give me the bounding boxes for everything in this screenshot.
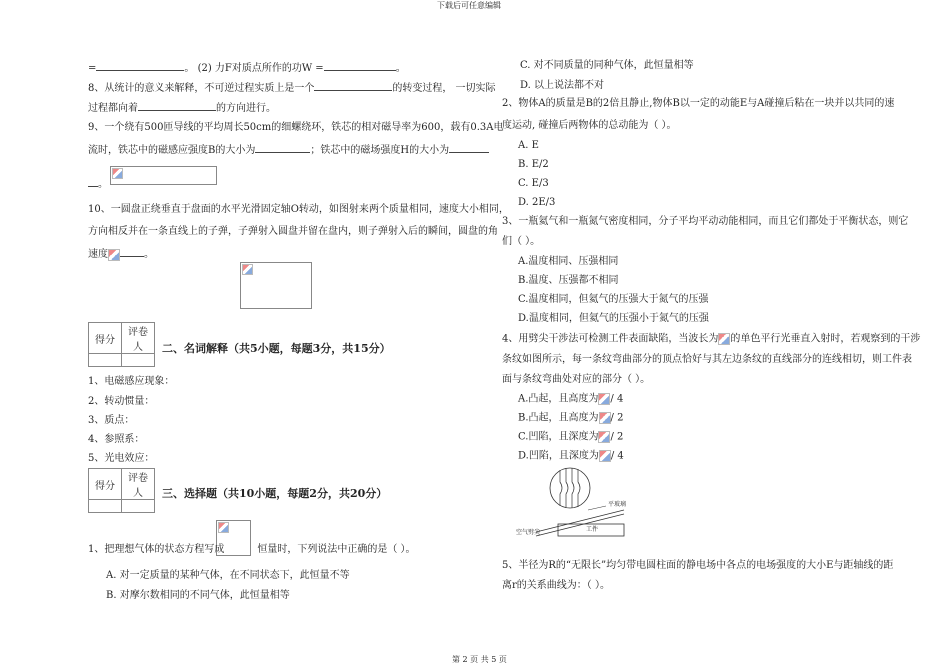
option[interactable] xyxy=(518,431,623,444)
q4-text: 4、用劈尖干涉法可检测工件表面缺陷，当波长为 xyxy=(502,333,719,345)
air-wedge-figure xyxy=(516,466,628,540)
term-item: 2、转动惯量： xyxy=(88,396,155,407)
answer-blank[interactable] xyxy=(314,80,392,91)
q4-line1 xyxy=(502,333,920,346)
q1-text: 恒量时，下列说法中正确的是（ ）。 xyxy=(257,544,416,555)
q7-mid: 。 (2) 力F对质点所作的功W = xyxy=(184,63,324,74)
grader-label: 评卷人 xyxy=(122,323,155,354)
q7-suffix: 。 xyxy=(395,63,406,74)
q10-text: 。 xyxy=(144,249,154,260)
answer-blank[interactable] xyxy=(120,246,144,257)
option-text: B.凸起，且高度为 xyxy=(518,412,599,424)
option[interactable]: D. 以上说法都不对 xyxy=(520,80,605,91)
q8-text: 8、从统计的意义来解释，不可逆过程实质上是一个 xyxy=(88,83,315,94)
section-3-title: 三、选择题（共10小题，每题2分，共20分） xyxy=(162,487,388,500)
lambda-image-icon xyxy=(598,393,610,405)
lambda-image-icon xyxy=(718,333,730,345)
q10-text: 速度 xyxy=(88,249,108,260)
label-flat-glass: 平玻璃 xyxy=(608,501,627,508)
answer-blank[interactable] xyxy=(449,142,489,153)
option[interactable]: C. E/3 xyxy=(518,178,549,189)
q10-line1: 10、一圆盘正绕垂直于盘面的水平光滑固定轴O转动，如图射来两个质量相同，速度大小相同， xyxy=(88,204,509,215)
q2-line2: 度运动, 碰撞后两物体的总动能为（ ）。 xyxy=(502,120,677,131)
q9-line1: 9、一个绕有500匝导线的平均周长50cm的细螺绕环，铁芯的相对磁导率为600，载有0.3A电 xyxy=(88,122,504,133)
score-cell[interactable] xyxy=(89,354,122,367)
option[interactable]: A. 对一定质量的某种气体，在不同状态下，此恒量不等 xyxy=(106,570,350,581)
grader-cell[interactable] xyxy=(122,354,155,367)
broken-image-icon xyxy=(112,168,123,179)
option[interactable]: C. 对不同质量的同种气体，此恒量相等 xyxy=(520,60,694,71)
option[interactable]: B. E/2 xyxy=(518,159,549,170)
q8-line1 xyxy=(88,80,496,95)
option[interactable] xyxy=(518,412,623,425)
q8-text: 的转变过程， 一切实际 xyxy=(392,83,496,94)
option[interactable] xyxy=(518,450,624,463)
option-text: / 4 xyxy=(610,450,624,462)
q7-prefix: = xyxy=(88,63,97,74)
broken-image-icon xyxy=(242,264,253,275)
label-air-wedge: 空气劈尖 xyxy=(516,529,541,536)
term-item: 4、参照系： xyxy=(88,434,145,445)
answer-blank[interactable] xyxy=(88,176,98,187)
grader-cell[interactable] xyxy=(122,500,155,513)
option-text: / 2 xyxy=(610,431,624,443)
q1-stem xyxy=(88,544,416,556)
q8-text: 的方向进行。 xyxy=(216,103,276,114)
page-footer: 第 2 页 共 5 页 xyxy=(452,655,507,664)
option[interactable]: D.温度相同，但氦气的压强小于氮气的压强 xyxy=(518,313,709,324)
term-item: 1、电磁感应现象： xyxy=(88,376,175,387)
q4-line3: 面与条纹弯曲处对应的部分（ ）。 xyxy=(502,374,651,385)
q4-line2: 条纹如图所示，每一条纹弯曲部分的顶点恰好与其左边条纹的直线部分的连线相切，则工件表 xyxy=(502,354,912,365)
q3-line2: 们（ ）。 xyxy=(502,236,541,247)
q8-text: 过程都向着 xyxy=(88,103,138,114)
answer-blank[interactable] xyxy=(138,100,216,111)
page-header: 下载后可任意编辑 xyxy=(437,1,501,10)
disc-figure-image xyxy=(240,262,312,309)
formula-image xyxy=(110,166,217,185)
score-cell[interactable] xyxy=(89,500,122,513)
option[interactable]: A. E xyxy=(518,140,539,151)
option-text: A.凸起，且高度为 xyxy=(518,393,599,405)
q7-continuation xyxy=(88,60,406,75)
lambda-image-icon xyxy=(599,412,611,424)
answer-blank[interactable] xyxy=(96,60,184,71)
option[interactable]: D. 2E/3 xyxy=(518,197,556,208)
q8-line2 xyxy=(88,100,276,115)
q9-line3 xyxy=(88,176,108,191)
q4-text: 的单色平行光垂直入射时，若观察到的干涉 xyxy=(730,333,921,345)
score-label: 得分 xyxy=(89,469,122,500)
option-text: / 4 xyxy=(610,393,624,405)
grader-label: 评卷人 xyxy=(122,469,155,500)
q5-line1: 5、半径为R的“无限长”均匀带电圆柱面的静电场中各点的电场强度的大小E与距轴线的距 xyxy=(502,560,894,571)
option[interactable]: C.温度相同，但氦气的压强大于氮气的压强 xyxy=(518,294,709,305)
q2-line1: 2、物体A的质量是B的2倍且静止,物体B以一定的动能E与A碰撞后粘在一块并以共同的速 xyxy=(502,98,895,109)
score-label: 得分 xyxy=(89,323,122,354)
q1-text: 1、把理想气体的状态方程写成 xyxy=(88,544,225,555)
q9-text: ；铁芯中的磁场强度H的大小为 xyxy=(310,145,450,156)
q3-line1: 3、一瓶氦气和一瓶氮气密度相同，分子平均平动动能相同，而且它们都处于平衡状态，则它 xyxy=(502,216,909,227)
broken-image-icon xyxy=(108,249,120,261)
q5-line2: 离r的关系曲线为：（ ）。 xyxy=(502,580,610,591)
option[interactable] xyxy=(518,393,623,406)
broken-image-icon xyxy=(218,522,229,533)
option[interactable]: B. 对摩尔数相同的不同气体，此恒量相等 xyxy=(106,590,290,601)
answer-blank[interactable] xyxy=(324,60,396,71)
option[interactable]: A.温度相同、压强相同 xyxy=(518,256,619,267)
option-text: D.凹陷，且深度为 xyxy=(518,450,599,462)
score-box xyxy=(88,468,155,513)
section-2-title: 二、名词解释（共5小题，每题3分，共15分） xyxy=(162,342,391,355)
q10-line2: 方向相反并在一条直线上的子弹，子弹射入圆盘并留在盘内，则子弹射入后的瞬间，圆盘的角 xyxy=(88,226,498,237)
term-item: 5、光电效应： xyxy=(88,453,155,464)
option-text: / 2 xyxy=(610,412,624,424)
lambda-image-icon xyxy=(598,431,610,443)
term-item: 3、质点： xyxy=(88,415,135,426)
q9-text: 。 xyxy=(98,179,108,190)
score-box xyxy=(88,322,155,367)
q9-line2 xyxy=(88,142,489,157)
q9-text: 流时，铁芯中的磁感应强度B的大小为 xyxy=(88,145,256,156)
option[interactable]: B.温度、压强都不相同 xyxy=(518,275,619,286)
label-workpiece: 工件 xyxy=(586,526,599,533)
lambda-image-icon xyxy=(599,450,611,462)
answer-blank[interactable] xyxy=(255,142,310,153)
q10-line3 xyxy=(88,246,154,261)
option-text: C.凹陷，且深度为 xyxy=(518,431,599,443)
